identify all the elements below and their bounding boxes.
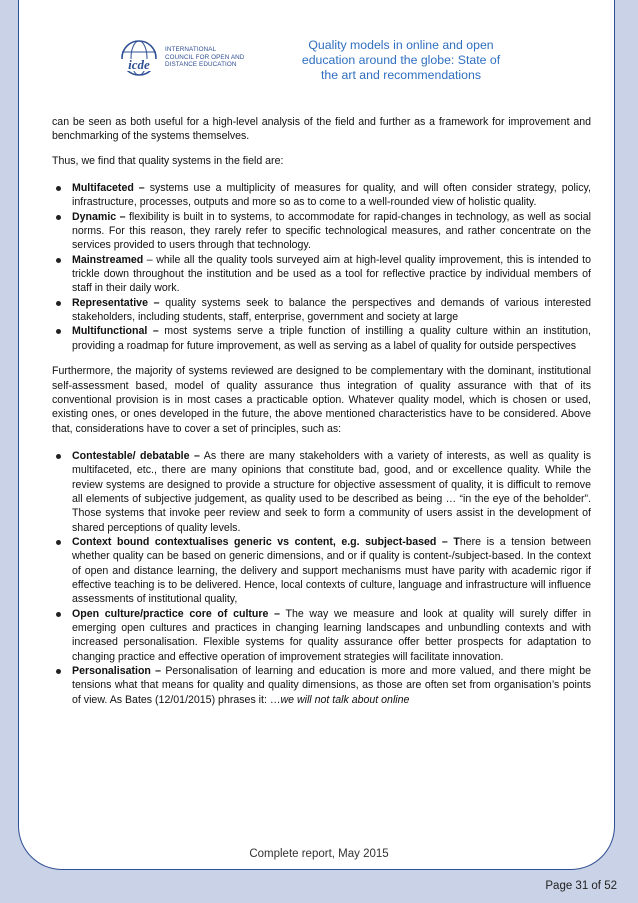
- list-item-term: Mainstreamed: [72, 253, 144, 266]
- list-item-text: The way we measure and look at quality will surely differ in emerging open cultures and practices in changing learning landscapes and unbundling contexts and with increased personalisation. Flexible systems for quality assurance offer better prospects for adaptation to changing practice and effective operation of improvement strategies will facilitate innovation.: [72, 607, 591, 663]
- bullet-icon: [56, 215, 61, 220]
- list-item-term: Representative –: [72, 296, 160, 309]
- list-item-text: quality systems seek to balance the perspectives and demands of various interested stakeholders, including students, staff, enterprise, government and society at large: [72, 296, 591, 324]
- icde-logo: [115, 38, 163, 82]
- list-item-text: systems use a multiplicity of measures for quality, and will often consider strategy, policy, infrastructure, processes, outputs and more so as to come to a well-rounded view of holistic quality.: [72, 182, 591, 209]
- list-item-term: Dynamic –: [72, 210, 126, 223]
- list-item: [52, 253, 591, 296]
- list-item-term: Multifaceted –: [72, 182, 145, 195]
- bullet-icon: [56, 301, 61, 306]
- logo-line: DISTANCE EDUCATION: [165, 61, 237, 69]
- logo-line: COUNCIL FOR OPEN AND: [165, 53, 245, 61]
- list-item-term: Multifunctional –: [72, 325, 159, 338]
- list-item-text: most systems serve a triple function of instilling a quality culture within an institution, providing a roadmap for future improvement, as well as serving as a label of quality for outside perspectives: [72, 325, 591, 352]
- page-number: Page 31 of 52: [545, 880, 617, 892]
- list-item: [52, 181, 591, 210]
- list-item-text: – while all the quality tools surveyed aim at high-level quality improvement, this is intended to trickle down throughout the institution and be used as a tool for reflective practice by individual members of staff in their daily work.: [72, 253, 591, 295]
- principles-list: [52, 449, 591, 707]
- footer-report-label: Complete report, May 2015: [249, 848, 389, 860]
- quality-characteristics-list: [52, 181, 591, 353]
- list-item-term: Personalisation –: [72, 665, 162, 678]
- list-item-text: here is a tension between whether quality can be based on generic dimensions, and or if quality is content-/subject-based. In the context of open and distance learning, the delivery and support mechanisms must have parity with academic rigor if effective teaching is to be delivered. Hence, local contexts of culture, language and infrastructure will influence assessments of institutional quality,: [72, 535, 591, 606]
- bullet-icon: [56, 186, 61, 191]
- document-title: [270, 38, 532, 83]
- paragraph: Thus, we find that quality systems in the field are:: [52, 154, 284, 167]
- bullet-icon: [56, 454, 61, 459]
- logo-line: INTERNATIONAL: [165, 46, 217, 53]
- page-body: [52, 115, 591, 707]
- list-item-term: Contestable/ debatable –: [72, 449, 200, 462]
- title-line: education around the globe: State of: [301, 53, 501, 67]
- title-line: Quality models in online and open: [308, 38, 494, 52]
- bullet-icon: [56, 258, 61, 263]
- list-item: [52, 607, 591, 664]
- list-item: [52, 296, 591, 325]
- list-item: [52, 535, 591, 607]
- list-item-text: flexibility is built in to systems, to accommodate for rapid-changes in technology, as well as social norms. For this reason, they rarely refer to specific technological measures, and rather concentrate on the services provided to users through that technology.: [72, 210, 591, 252]
- paragraph: can be seen as both useful for a high-level analysis of the field and further as a framework for improvement and benchmarking of the systems themselves.: [52, 116, 591, 143]
- list-item-term: Context bound contextualises generic vs content, e.g. subject-based – T: [72, 535, 460, 548]
- title-line: the art and recommendations: [321, 68, 481, 82]
- bullet-icon: [56, 669, 61, 674]
- logo-organization-name: [165, 46, 255, 69]
- list-item-text: As there are many stakeholders with a variety of interests, as well as quality is multifaceted, etc., there are many opinions that constitute bad, good, and or excellence quality. While the review systems are designed to provide a structure for objective assessment of quality, it is difficult to remove all elements of subjective judgement, as quality used to be described as being … “in the eye of the beholder”. Those systems that invoke peer review and seek to form a community of users assist in the development of shared perceptions of quality levels.: [72, 449, 591, 534]
- list-item-text: Personalisation of learning and education is more and more valued, and there might be tensions what that means for quality and quality dimensions, as those are often set from organisation’s points of view. As Bates (12/01/2015) phrases it: …: [72, 665, 591, 706]
- list-item: [52, 664, 591, 707]
- paragraph: Furthermore, the majority of systems reviewed are designed to be complementary with the dominant, institutional self-assessment based, model of quality assurance thus integration of quality assurance with that of its conventional provision is in most cases a practicable option. Whatever quality model, which is chosen or used, existing ones, or ones developed in the future, the above mentioned characteristics have to be considered. Above that, considerations have to cover a set of principles, such as:: [52, 365, 591, 435]
- bullet-icon: [56, 540, 61, 545]
- logo-letters: icde: [128, 57, 150, 72]
- list-item-quote: we will not talk about online: [280, 693, 410, 706]
- bullet-icon: [56, 612, 61, 617]
- list-item: [52, 449, 591, 535]
- list-item: [52, 324, 591, 353]
- list-item: [52, 210, 591, 253]
- list-item-term: Open culture/practice core of culture –: [72, 607, 280, 620]
- bullet-icon: [56, 329, 61, 334]
